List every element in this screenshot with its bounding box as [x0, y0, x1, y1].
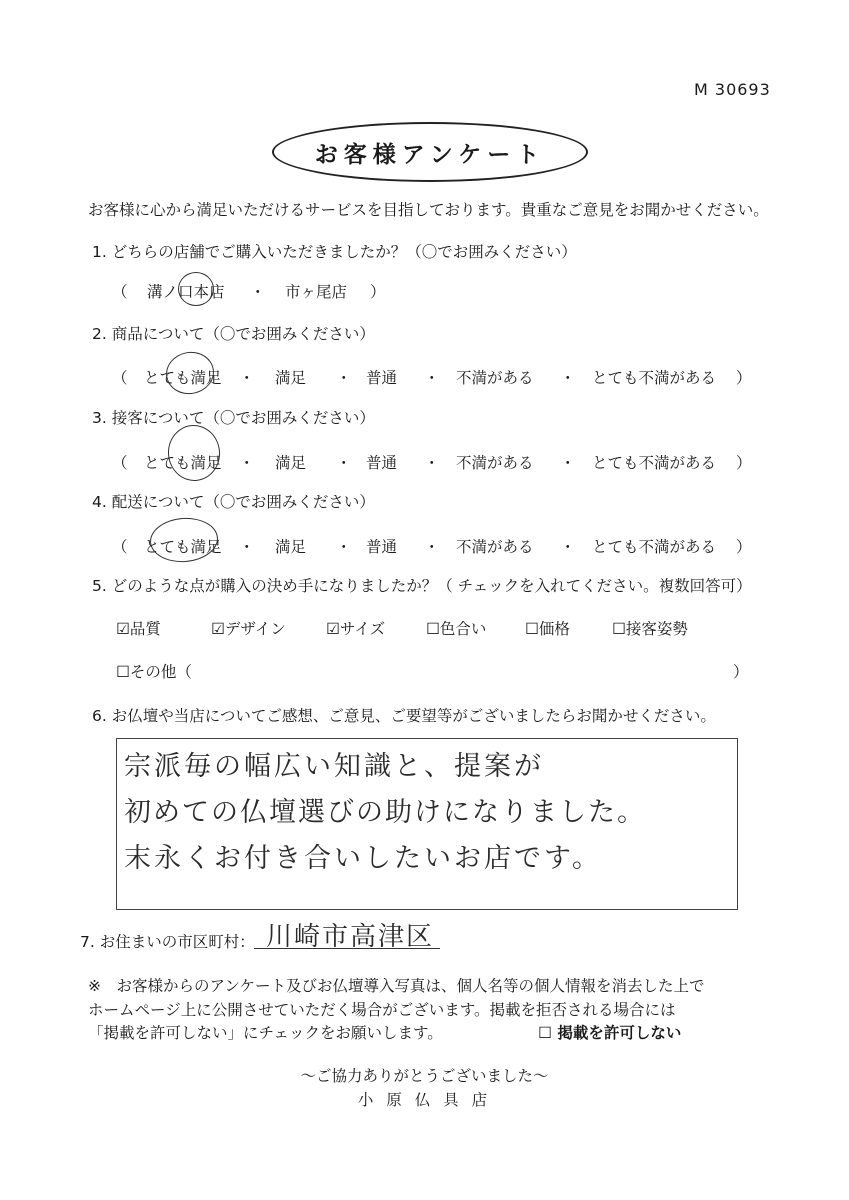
question-2-options — [0, 366, 849, 390]
hand-drawn-selection-circle — [163, 348, 218, 398]
checkbox-label: 色合い — [439, 620, 487, 638]
checkbox-icon: ☐ — [612, 620, 626, 638]
opt-out-label: 掲載を許可しない — [557, 1024, 682, 1042]
checkbox-quality[interactable] — [116, 617, 161, 639]
option-very-dissatisfied[interactable]: とても不満がある — [592, 454, 717, 472]
notice-line: ホームページ上に公開させていただく場合がございます。掲載を拒否される場合には — [88, 1001, 676, 1019]
question-2-label: 2. 商品について（〇でお囲みください） — [92, 325, 375, 343]
option-separator: ・ — [424, 369, 440, 387]
question-5-other-row — [0, 660, 849, 684]
intro-text: お客様に心から満足いただけるサービスを目指しております。貴重なご意見をお聞かせください。 — [88, 201, 769, 219]
question-1-options — [0, 280, 849, 304]
option-dissatisfied[interactable]: 不満がある — [456, 454, 534, 472]
checkbox-label: サイズ — [339, 620, 386, 638]
option-dissatisfied[interactable]: 不満がある — [456, 369, 534, 387]
option-satisfied[interactable]: 満足 — [275, 369, 307, 387]
option-average[interactable]: 普通 — [366, 538, 398, 556]
checkbox-icon: ☑ — [211, 620, 225, 638]
question-1-label: 1. どちらの店舗でご購入いただきましたか？（〇でお囲みください） — [92, 243, 577, 261]
question-4-label: 4. 配送について（〇でお囲みください） — [92, 493, 375, 511]
question-5-label: 5. どのような点が購入の決め手になりましたか？（ チェックを入れてください。複数回答可） — [92, 577, 752, 595]
option-separator: ・ — [424, 538, 440, 556]
notice-line: ※ お客様からのアンケート及びお仏壇導入写真は、個人名等の個人情報を消去した上で — [88, 977, 705, 995]
checkbox-service-attitude[interactable] — [612, 617, 688, 639]
checkbox-icon: ☑ — [116, 620, 130, 638]
option-average[interactable]: 普通 — [366, 369, 398, 387]
checkbox-design[interactable] — [211, 617, 286, 639]
checkbox-label: その他（ — [129, 663, 192, 681]
paren-open: （ — [112, 538, 128, 556]
checkbox-icon: ☐ — [538, 1024, 552, 1042]
option-separator: ・ — [560, 369, 576, 387]
checkbox-label: 品質 — [129, 620, 161, 638]
page-title: お客様アンケート — [314, 142, 546, 168]
option-mizonokuchi[interactable]: 溝ノ口本店 — [147, 283, 225, 301]
option-very-satisfied[interactable]: とても満足 — [144, 454, 222, 472]
option-dissatisfied[interactable]: 不満がある — [456, 538, 534, 556]
option-ichigao[interactable]: 市ヶ尾店 — [285, 283, 348, 301]
document-id: M 30693 — [694, 80, 771, 99]
notice-line: 「掲載を許可しない」にチェックをお願いします。 — [88, 1024, 443, 1042]
paren-close: ） — [736, 538, 752, 556]
option-separator: ・ — [336, 369, 352, 387]
option-separator: ・ — [250, 283, 266, 301]
checkbox-icon: ☐ — [426, 620, 440, 638]
option-separator: ・ — [336, 538, 352, 556]
option-separator: ・ — [424, 454, 440, 472]
checkbox-label: デザイン — [224, 620, 286, 638]
question-3-options — [0, 451, 849, 475]
paren-close: ） — [736, 369, 752, 387]
paren-close: ） — [736, 454, 752, 472]
checkbox-icon: ☐ — [525, 620, 539, 638]
paren-close: ） — [370, 283, 386, 301]
checkbox-icon: ☑ — [326, 620, 340, 638]
opt-out-checkbox[interactable] — [538, 1021, 681, 1043]
question-6-label: 6. お仏壇や当店についてご感想、ご意見、ご要望等がございましたらお聞かせください。 — [92, 707, 716, 725]
handwritten-answer-line: 初めての仏壇選びの助けになりました。 — [124, 797, 646, 828]
thanks-message: ～ご協力ありがとうございました～ — [300, 1067, 549, 1085]
checkbox-label: 価格 — [538, 620, 570, 638]
option-separator: ・ — [239, 369, 255, 387]
checkbox-label: 接客姿勢 — [625, 620, 688, 638]
paren-open: （ — [112, 283, 128, 301]
paren-close: ） — [733, 663, 749, 681]
paren-open: （ — [112, 369, 128, 387]
checkbox-size[interactable] — [326, 617, 385, 639]
handwritten-address: 川崎市高津区 — [266, 922, 435, 952]
question-7-label: 7. お住まいの市区町村： — [80, 933, 255, 951]
hand-drawn-selection-circle — [178, 272, 214, 306]
option-separator: ・ — [560, 454, 576, 472]
option-very-satisfied[interactable]: とても満足 — [144, 538, 222, 556]
option-very-dissatisfied[interactable]: とても不満がある — [592, 538, 717, 556]
handwritten-answer-line: 末永くお付き合いしたいお店です。 — [124, 843, 602, 874]
question-4-options — [0, 535, 849, 559]
option-separator: ・ — [239, 538, 255, 556]
store-name: 小 原 仏 具 店 — [357, 1091, 492, 1109]
question-3-label: 3. 接客について（〇でお囲みください） — [92, 409, 375, 427]
option-separator: ・ — [336, 454, 352, 472]
option-satisfied[interactable]: 満足 — [275, 454, 307, 472]
checkbox-icon: ☐ — [116, 663, 130, 681]
checkbox-color[interactable] — [426, 617, 486, 639]
checkbox-price[interactable] — [525, 617, 570, 639]
option-very-satisfied[interactable]: とても満足 — [144, 369, 222, 387]
checkbox-other[interactable] — [116, 660, 192, 682]
option-separator: ・ — [560, 538, 576, 556]
option-satisfied[interactable]: 満足 — [275, 538, 307, 556]
option-average[interactable]: 普通 — [366, 454, 398, 472]
question-5-checkboxes — [0, 617, 849, 641]
paren-open: （ — [112, 454, 128, 472]
handwritten-answer-line: 宗派毎の幅広い知識と、提案が — [124, 751, 544, 782]
option-very-dissatisfied[interactable]: とても不満がある — [592, 369, 717, 387]
option-separator: ・ — [239, 454, 255, 472]
